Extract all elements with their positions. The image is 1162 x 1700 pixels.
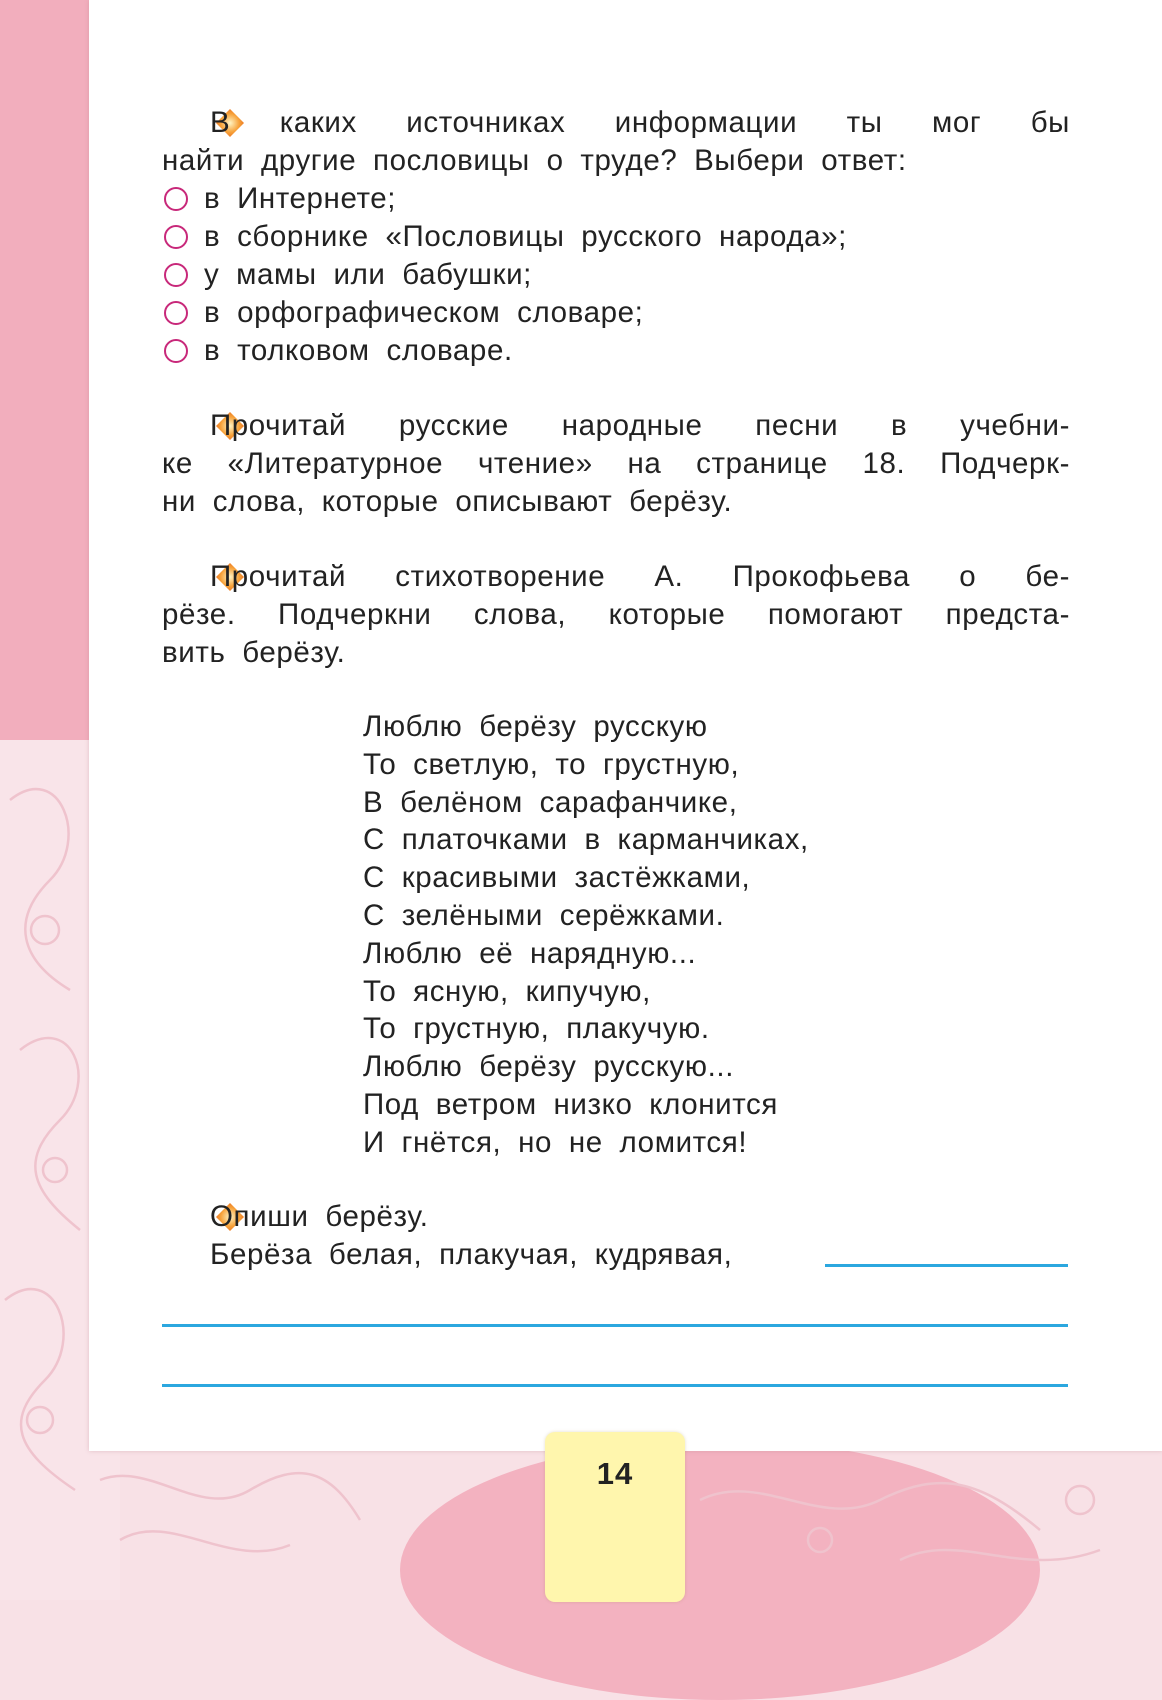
poem-line: Под ветром низко клонится <box>363 1087 778 1121</box>
answer-option[interactable] <box>162 332 1070 370</box>
poem-line: С красивыми застёжками, <box>363 861 751 895</box>
poem-line: То светлую, то грустную, <box>363 747 740 781</box>
poem <box>363 708 809 1162</box>
answer-line[interactable] <box>825 1264 1068 1267</box>
answer-option[interactable] <box>162 256 1070 294</box>
task-text-line: Прочитай русские народные песни в учебни- <box>210 409 1070 442</box>
task-title: Опиши берёзу. <box>210 1200 429 1233</box>
task-text-line: В каких источниках информации ты мог бы <box>210 106 1070 139</box>
radio-circle-icon[interactable] <box>164 225 188 249</box>
answer-option[interactable] <box>162 294 1070 332</box>
option-label: в толковом словаре. <box>204 334 513 367</box>
task-text-line: Прочитай стихотворение А. Прокофьева о бе- <box>210 560 1070 593</box>
task-describe <box>162 1198 1070 1274</box>
option-label: в Интернете; <box>204 182 397 215</box>
radio-circle-icon[interactable] <box>164 301 188 325</box>
task-text-line: рёзе. Подчеркни слова, которые помогают предста- <box>162 598 1070 631</box>
task-text-line: ни слова, которые описывают берёзу. <box>162 485 733 518</box>
answer-line[interactable] <box>162 1384 1068 1387</box>
radio-circle-icon[interactable] <box>164 263 188 287</box>
radio-circle-icon[interactable] <box>164 187 188 211</box>
poem-line: С зелёными серёжками. <box>363 898 725 932</box>
poem-line: То ясную, кипучую, <box>363 974 651 1008</box>
task-poem <box>162 558 1070 672</box>
task-prompt: Берёза белая, плакучая, кудрявая, <box>210 1238 733 1271</box>
poem-line: Люблю её нарядную... <box>363 936 697 970</box>
task-sources <box>162 104 1070 370</box>
answer-option[interactable] <box>162 180 1070 218</box>
option-label: в орфографическом словаре; <box>204 296 644 329</box>
poem-line: То грустную, плакучую. <box>363 1012 710 1046</box>
task-text-line: ке «Литературное чтение» на странице 18. Подчерк- <box>162 447 1070 480</box>
option-label: в сборнике «Пословицы русского народа»; <box>204 220 847 253</box>
task-text-line: вить берёзу. <box>162 636 346 669</box>
task-text-line: найти другие пословицы о труде? Выбери ответ: <box>162 144 907 177</box>
poem-line: Люблю берёзу русскую... <box>363 1050 735 1084</box>
option-label: у мамы или бабушки; <box>204 258 532 291</box>
answer-line[interactable] <box>162 1324 1068 1327</box>
page-number: 14 <box>596 1456 634 1491</box>
radio-circle-icon[interactable] <box>164 339 188 363</box>
poem-line: И гнётся, но не ломится! <box>363 1125 748 1159</box>
poem-line: В белёном сарафанчике, <box>363 785 738 819</box>
poem-line: Люблю берёзу русскую <box>363 710 708 743</box>
poem-line: С платочками в карманчиках, <box>363 823 809 857</box>
task-songs <box>162 407 1070 521</box>
answer-option[interactable] <box>162 218 1070 256</box>
